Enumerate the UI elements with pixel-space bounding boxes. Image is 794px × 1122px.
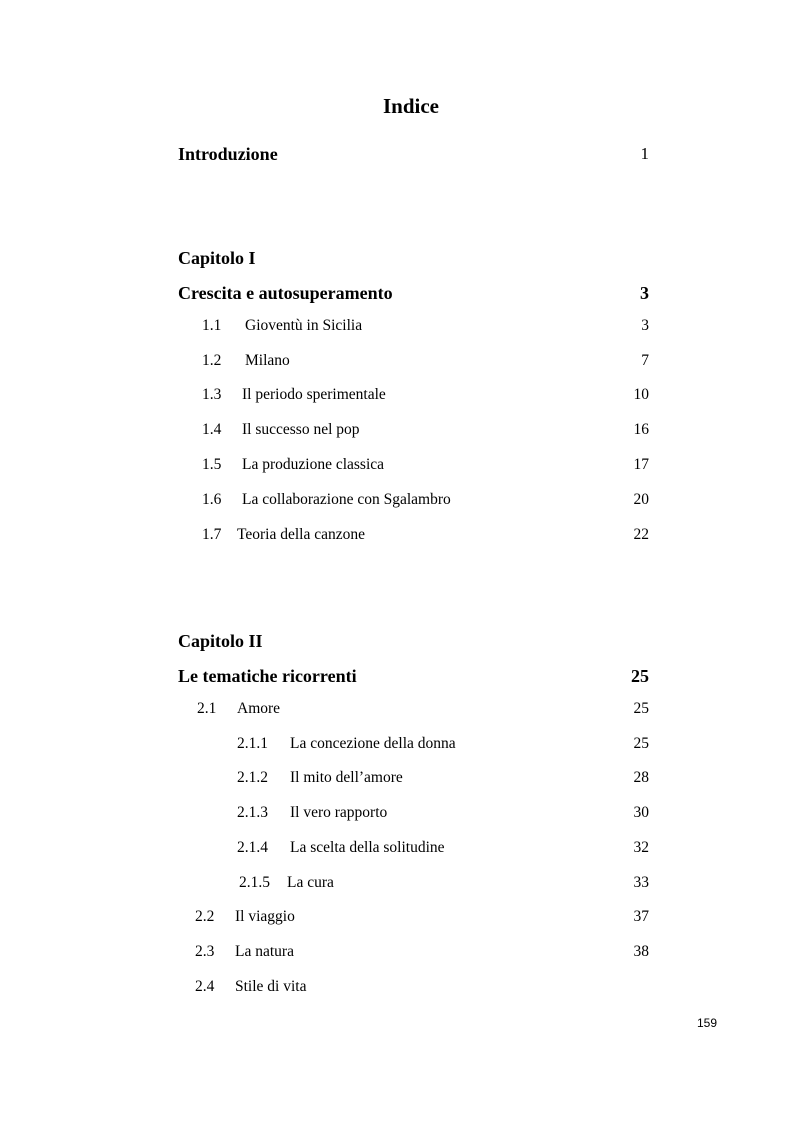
toc-num-2-3: 2.3 <box>195 943 215 960</box>
page-number: 159 <box>697 1016 718 1030</box>
toc-title-2-1: Amore <box>237 700 281 717</box>
toc-title-2-1-4: La scelta della solitudine <box>290 839 445 856</box>
toc-page-2-1-5: 33 <box>633 874 649 891</box>
toc-num-1-3: 1.3 <box>202 386 222 403</box>
toc-num-2-1-2: 2.1.2 <box>237 769 268 786</box>
toc-page-1-1: 3 <box>641 317 649 334</box>
toc-page-1-3: 10 <box>633 386 649 403</box>
toc-page-1-6: 20 <box>633 491 649 508</box>
toc-num-1-1: 1.1 <box>202 317 222 334</box>
toc-num-2-1-1: 2.1.1 <box>237 735 268 752</box>
toc-title-1-4: Il successo nel pop <box>242 421 360 438</box>
chapter-2-label: Capitolo II <box>178 631 263 651</box>
intro-page: 1 <box>640 144 649 163</box>
toc-num-2-1-4: 2.1.4 <box>237 839 268 856</box>
toc-num-1-6: 1.6 <box>202 491 222 508</box>
toc-title-1-6: La collaborazione con Sgalambro <box>242 491 451 508</box>
toc-num-2-2: 2.2 <box>195 908 215 925</box>
toc-title-2-1-1: La concezione della donna <box>290 735 456 752</box>
toc-page-2-2: 37 <box>633 908 649 925</box>
page-title: Indice <box>382 94 439 118</box>
toc-page-2-1-3: 30 <box>633 804 649 821</box>
toc-title-1-5: La produzione classica <box>242 456 385 473</box>
toc-num-2-1: 2.1 <box>197 700 217 717</box>
toc-num-2-1-3: 2.1.3 <box>237 804 268 821</box>
toc-title-2-3: La natura <box>235 943 294 960</box>
toc-title-2-2: Il viaggio <box>235 908 295 925</box>
chapter-1-page: 3 <box>640 283 649 303</box>
toc-page-1-4: 16 <box>633 421 649 438</box>
toc-page-1-2: 7 <box>641 352 649 369</box>
toc-page-2-1-4: 32 <box>633 839 649 856</box>
toc-page-2-3: 38 <box>633 943 649 960</box>
toc-num-1-7: 1.7 <box>202 526 222 543</box>
toc-title-2-1-5: La cura <box>287 874 334 891</box>
toc-num-1-5: 1.5 <box>202 456 222 473</box>
toc-page-1-7: 22 <box>633 526 649 543</box>
toc-title-2-1-2: Il mito dell’amore <box>290 769 403 786</box>
toc-page-2-1: 25 <box>633 700 649 717</box>
chapter-2-heading: Le tematiche ricorrenti <box>178 666 357 686</box>
toc-page-2-1-2: 28 <box>633 769 649 786</box>
toc-title-1-7: Teoria della canzone <box>237 526 366 543</box>
chapter-2-page: 25 <box>631 666 649 686</box>
toc-page-1-5: 17 <box>633 456 649 473</box>
toc-num-2-4: 2.4 <box>195 978 215 995</box>
toc-title-1-2: Milano <box>245 352 290 369</box>
toc-page-2-1-1: 25 <box>633 735 649 752</box>
toc-num-1-4: 1.4 <box>202 421 222 438</box>
toc-title-1-1: Gioventù in Sicilia <box>245 317 363 334</box>
toc-num-2-1-5: 2.1.5 <box>239 874 270 891</box>
intro-label: Introduzione <box>178 144 278 164</box>
chapter-1-label: Capitolo I <box>178 248 256 268</box>
toc-title-2-1-3: Il vero rapporto <box>290 804 388 821</box>
toc-title-1-3: Il periodo sperimentale <box>242 386 386 403</box>
chapter-1-heading: Crescita e autosuperamento <box>178 283 393 303</box>
toc-title-2-4: Stile di vita <box>235 978 307 995</box>
toc-num-1-2: 1.2 <box>202 352 222 369</box>
